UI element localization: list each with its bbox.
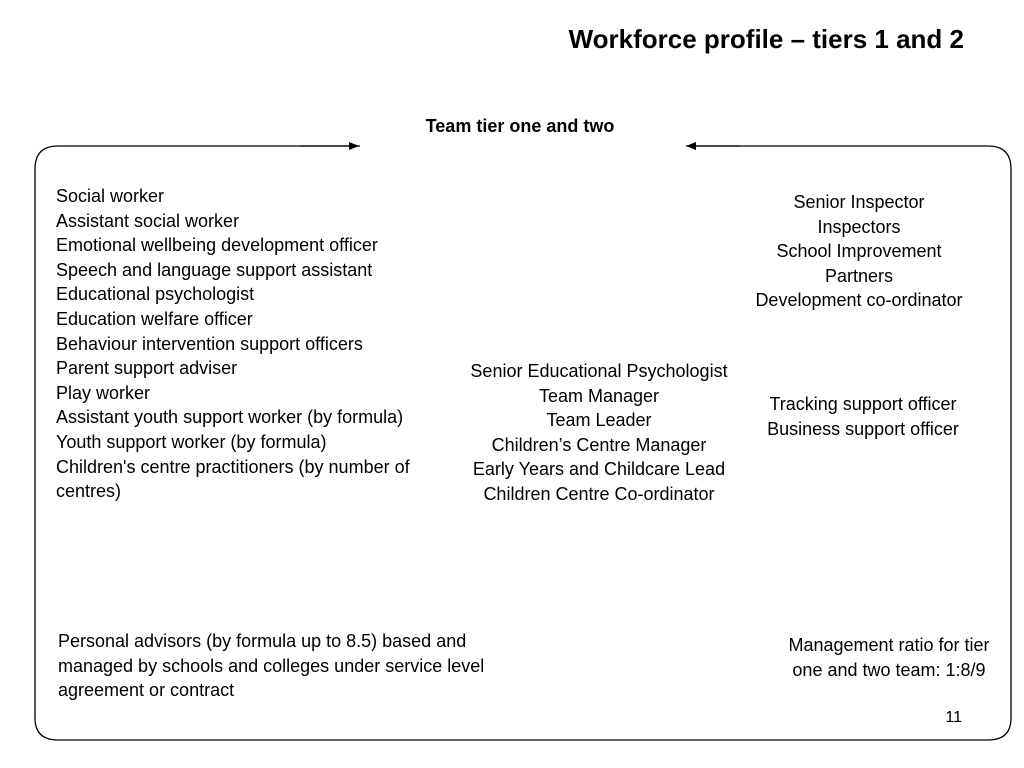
management-ratio-note: Management ratio for tier one and two team: 1:8/9 [788, 635, 990, 680]
list-item: Development co-ordinator [755, 290, 963, 311]
list-item: Team Manager [538, 385, 660, 406]
list-item: Assistant youth support worker (by formula) [56, 407, 404, 428]
list-item: Speech and language support assistant [56, 259, 373, 280]
list-item: Play worker [56, 382, 151, 403]
list-item: Children’s Centre Manager [491, 434, 707, 455]
list-item: Senior Educational Psychologist [470, 361, 728, 381]
list-item: Youth support worker (by formula) [56, 431, 327, 452]
personal-advisors-note: Personal advisors (by formula up to 8.5) based and managed by schools and colleges under service level agreement or contract [58, 631, 485, 701]
list-item: Inspectors [817, 216, 901, 237]
right-top-role-list [740, 190, 978, 313]
team-heading: Team tier one and two [425, 116, 615, 136]
list-item: Team Leader [546, 410, 652, 431]
list-item: Behaviour intervention support officers [56, 333, 363, 354]
list-item: Education welfare officer [56, 308, 253, 329]
page-number: 11 [945, 709, 962, 726]
list-item: Parent support adviser [56, 358, 238, 379]
right-mid-role-list [760, 392, 966, 441]
list-item: Emotional wellbeing development officer [56, 235, 378, 256]
list-item: Senior Inspector [793, 192, 925, 212]
slide-title: Workforce profile – tiers 1 and 2 [568, 24, 964, 54]
list-item: Children Centre Co-ordinator [483, 483, 715, 504]
list-item: Tracking support officer [769, 394, 957, 414]
list-item: Business support officer [767, 418, 959, 439]
list-item: Social worker [56, 186, 165, 206]
list-item: Educational psychologist [56, 284, 255, 305]
list-item: Assistant social worker [56, 210, 240, 231]
list-item: Early Years and Childcare Lead [472, 459, 726, 480]
center-role-list [456, 359, 742, 507]
list-item: Children's centre practitioners (by number of centres) [56, 456, 410, 502]
list-item: School Improvement Partners [776, 241, 942, 286]
left-role-list [56, 184, 446, 504]
